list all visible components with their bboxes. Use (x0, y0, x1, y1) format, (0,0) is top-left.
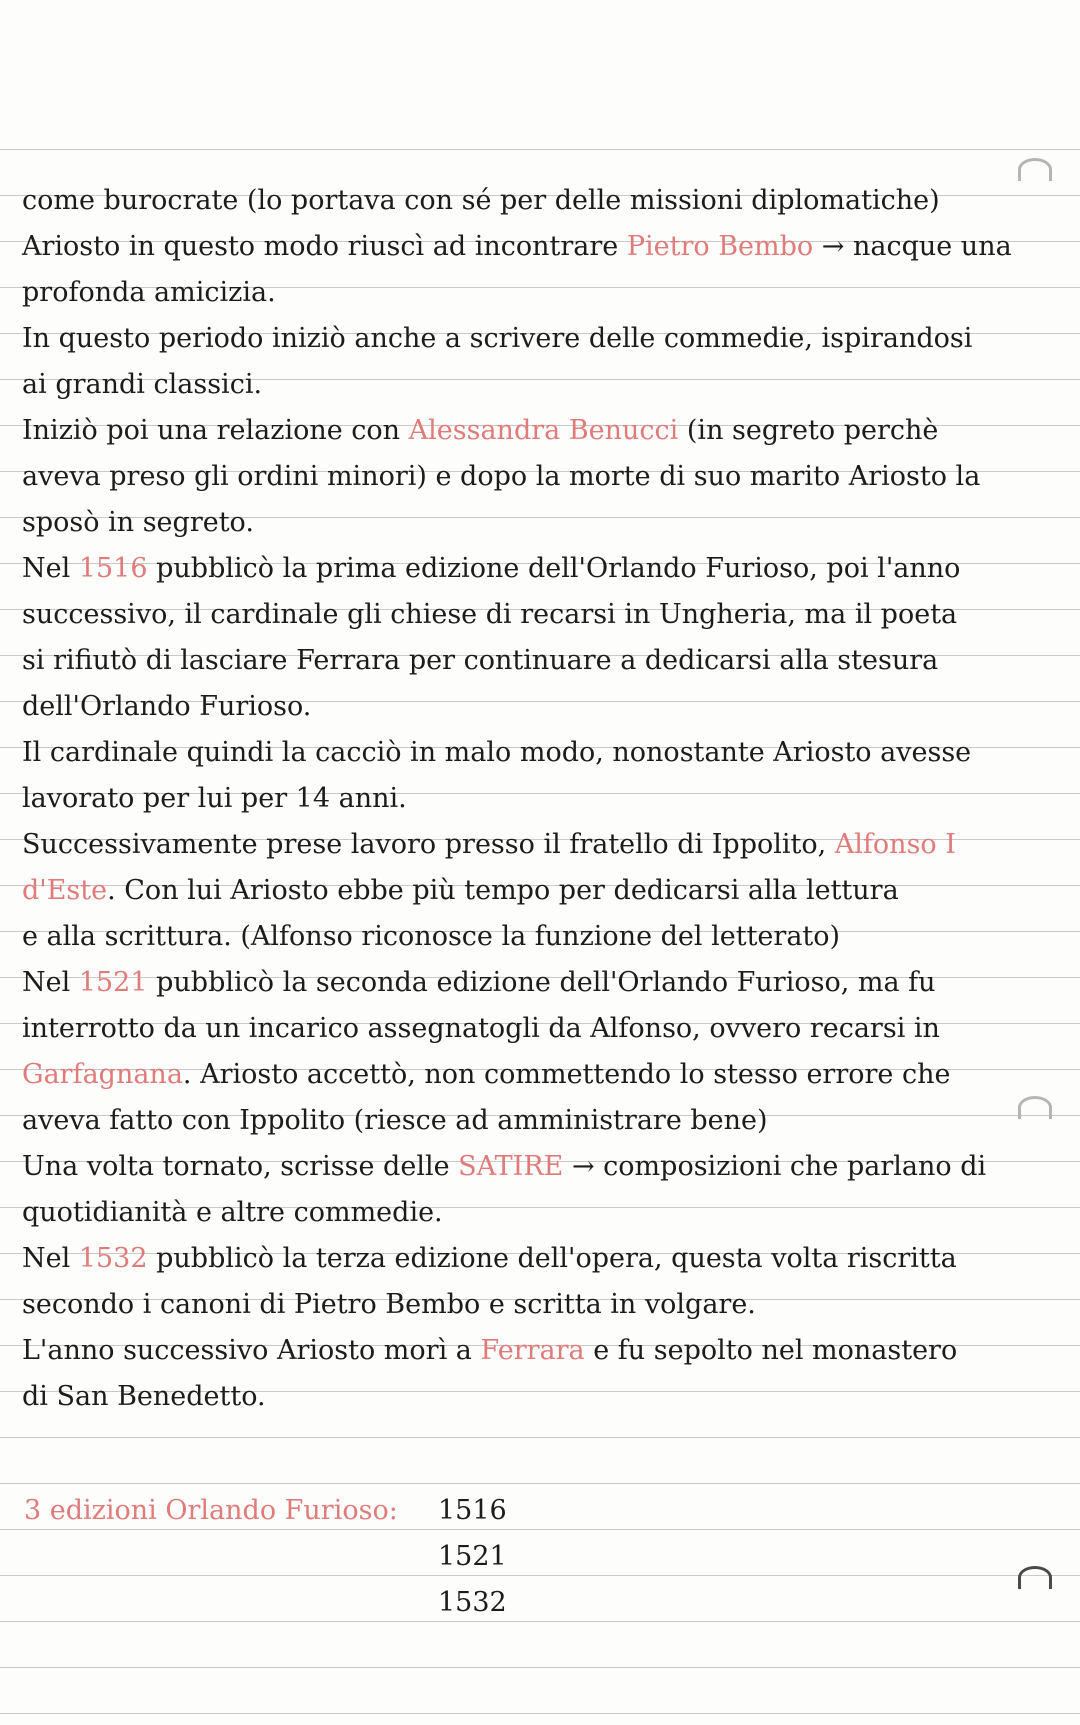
note-text: come burocrate (lo portava con sé per delle missioni diplomatiche) (22, 185, 940, 216)
page-top-margin (0, 0, 1080, 148)
note-text: sposò in segreto. (22, 507, 254, 538)
note-text: quotidianità e altre commedie. (22, 1197, 443, 1228)
note-line (22, 1098, 1022, 1144)
note-line (22, 638, 1022, 684)
note-text: Successivamente prese lavoro presso il fratello di Ippolito, (22, 829, 835, 860)
note-text: Nel (22, 967, 79, 998)
note-text: . Con lui Ariosto ebbe più tempo per dedicarsi alla lettura (107, 875, 899, 906)
note-text: Ariosto in questo modo riuscì ad incontrare (22, 231, 627, 262)
note-text: profonda amicizia. (22, 277, 276, 308)
note-line (22, 500, 1022, 546)
note-line (22, 684, 1022, 730)
note-line (22, 914, 1022, 960)
handwritten-notes (22, 178, 1022, 1420)
highlighted-term: Pietro Bembo (626, 231, 814, 262)
note-text: successivo, il cardinale gli chiese di recarsi in Ungheria, ma il poeta (22, 599, 958, 630)
note-line (22, 1374, 1022, 1420)
note-line (22, 960, 1022, 1006)
highlighted-term: 1521 (78, 967, 148, 998)
note-text: pubblicò la terza edizione dell'opera, questa volta riscritta (147, 1243, 957, 1274)
highlighted-term: d'Este (22, 875, 108, 906)
note-text: aveva fatto con Ippolito (riesce ad amministrare bene) (22, 1105, 768, 1136)
note-text: (in segreto perchè (678, 415, 939, 446)
summary-year: 1516 (438, 1495, 507, 1526)
note-text: Nel (22, 1243, 79, 1274)
highlighted-term: 1532 (78, 1243, 148, 1274)
note-text: Nel (22, 553, 79, 584)
note-text: pubblicò la prima edizione dell'Orlando Furioso, poi l'anno (147, 553, 961, 584)
note-text: e alla scrittura. (Alfonso riconosce la funzione del letterato) (22, 921, 841, 952)
note-text: dell'Orlando Furioso. (22, 691, 312, 722)
summary-year: 1532 (438, 1587, 507, 1618)
note-text: . Ariosto accettò, non commettendo lo stesso errore che (182, 1059, 951, 1090)
binder-ring-top (1018, 158, 1052, 181)
note-line (22, 868, 1022, 914)
note-line (22, 270, 1022, 316)
highlighted-term: Ferrara (480, 1335, 585, 1366)
note-line (22, 224, 1022, 270)
note-line (22, 178, 1022, 224)
note-text: → nacque una (813, 231, 1012, 262)
highlighted-term: Alessandra Benucci (408, 415, 679, 446)
note-line (22, 1328, 1022, 1374)
note-text: Il cardinale quindi la cacciò in malo modo, nonostante Ariosto avesse (22, 737, 972, 768)
note-text: → composizioni che parlano di (563, 1151, 987, 1182)
note-line (22, 592, 1022, 638)
note-line (22, 1144, 1022, 1190)
note-text: interrotto da un incarico assegnatogli da Alfonso, ovvero recarsi in (22, 1013, 940, 1044)
note-text: Una volta tornato, scrisse delle (22, 1151, 459, 1182)
note-line (22, 316, 1022, 362)
highlighted-term: Alfonso I (834, 829, 956, 860)
note-text: aveva preso gli ordini minori) e dopo la morte di suo marito Ariosto la (22, 461, 981, 492)
note-line (22, 822, 1022, 868)
note-line (22, 730, 1022, 776)
note-line (22, 776, 1022, 822)
note-text: L'anno successivo Ariosto morì a (22, 1335, 481, 1366)
note-line (22, 362, 1022, 408)
note-text: secondo i canoni di Pietro Bembo e scritta in volgare. (22, 1289, 756, 1320)
summary-year: 1521 (438, 1541, 507, 1572)
note-line (22, 1190, 1022, 1236)
note-text: Iniziò poi una relazione con (22, 415, 409, 446)
summary-label: 3 edizioni Orlando Furioso: (24, 1495, 398, 1526)
note-line (22, 1006, 1022, 1052)
note-line (22, 546, 1022, 592)
note-text: e fu sepolto nel monastero (584, 1335, 958, 1366)
binder-ring-bottom (1018, 1566, 1052, 1589)
note-line (22, 1282, 1022, 1328)
binder-ring-middle (1018, 1096, 1052, 1119)
highlighted-term: 1516 (78, 553, 148, 584)
note-text: lavorato per lui per 14 anni. (22, 783, 407, 814)
summary-row (24, 1534, 924, 1580)
note-line (22, 1052, 1022, 1098)
note-line (22, 408, 1022, 454)
highlighted-term: SATIRE (458, 1151, 564, 1182)
note-text: di San Benedetto. (22, 1381, 266, 1412)
note-text: pubblicò la seconda edizione dell'Orlando Furioso, ma fu (147, 967, 936, 998)
note-line (22, 454, 1022, 500)
note-text: ai grandi classici. (22, 369, 263, 400)
note-line (22, 1236, 1022, 1282)
summary-row (24, 1580, 924, 1626)
note-text: si rifiutò di lasciare Ferrara per continuare a dedicarsi alla stesura (22, 645, 939, 676)
highlighted-term: Garfagnana (22, 1059, 183, 1090)
note-text: In questo periodo iniziò anche a scrivere delle commedie, ispirandosi (22, 323, 973, 354)
summary-row (24, 1488, 924, 1534)
editions-summary (24, 1488, 924, 1626)
